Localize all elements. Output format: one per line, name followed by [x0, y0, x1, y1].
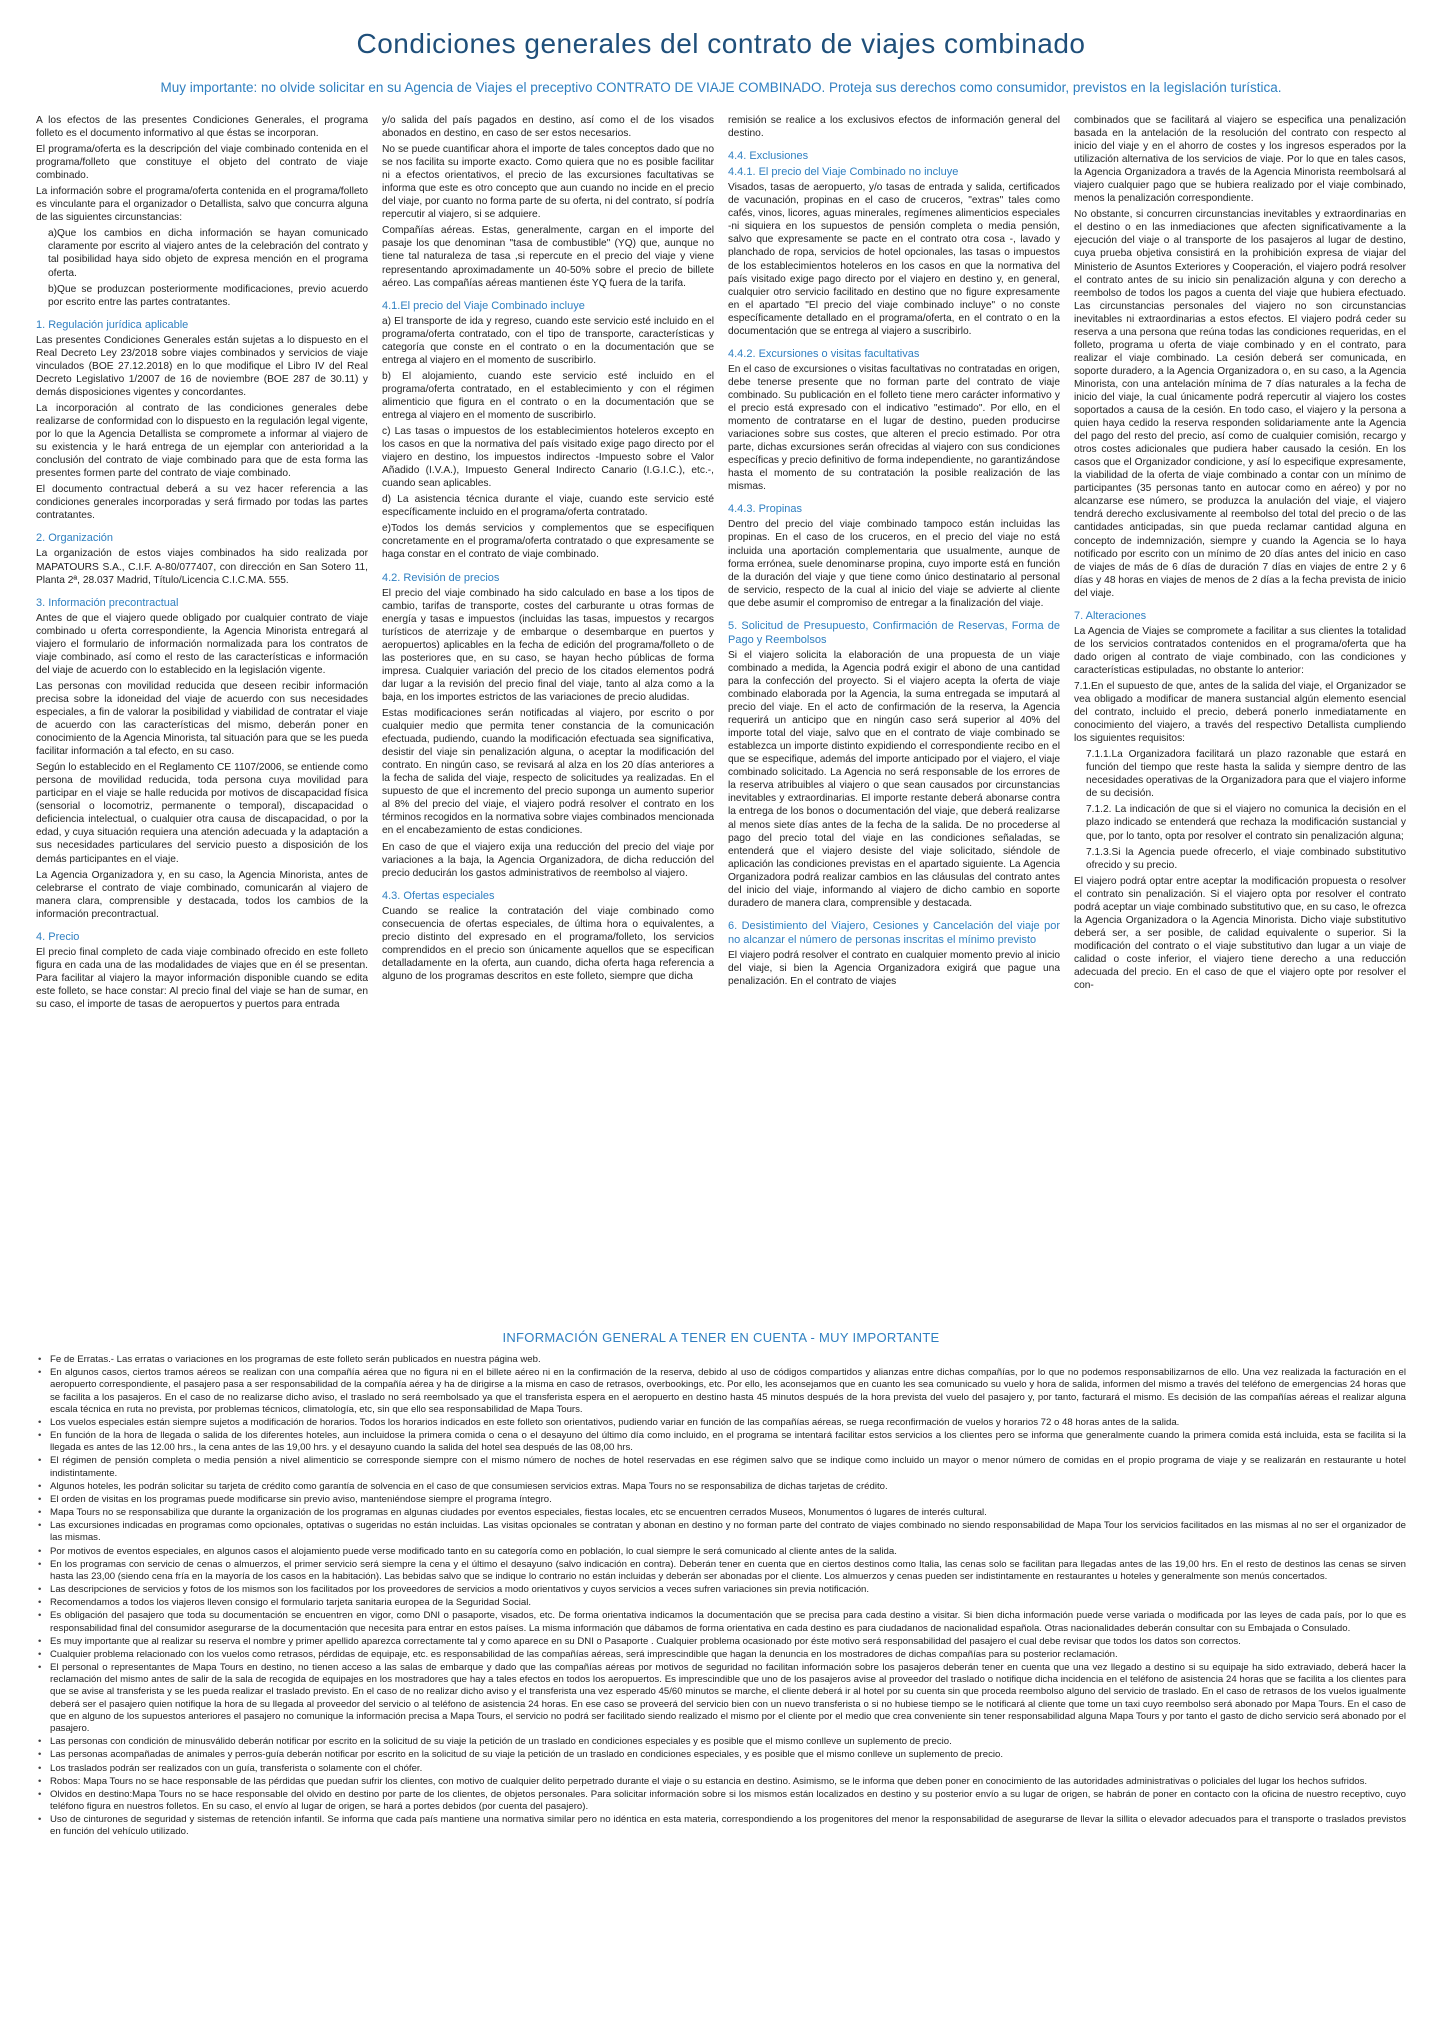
section-paragraph: Cuando se realice la contratación del viaje combinado como consecuencia de ofertas especiales, de última hora o equivalentes, a precio distinto del expresado en el programa/folleto, los servicios comprendidos en el precio son únicamente aquellos que se especifican detalladamente en la oferta, aun cuando, dicha oferta haga referencia a alguno de los programas descritos en este folleto, siempre que dicha: [382, 905, 714, 982]
section-heading-desistimiento: 6. Desistimiento del Viajero, Cesiones y Cancelación del viaje por no alcanzar el número de personas inscritas el mínimo previsto: [728, 919, 1060, 946]
bullet-icon: •: [38, 1749, 42, 1761]
list-item: 7.1.2. La indicación de que si el viajero no comunica la decisión en el plazo indicado se entenderá que rechaza la modificación sustancial y que, por lo tanto, opta por resolver el contrato sin penalización alguna;: [1086, 804, 1406, 842]
bullet-icon: •: [38, 1814, 42, 1826]
general-info-text: Las personas acompañadas de animales y perros-guía deberán notificar por escrito en la solicitud de su viaje la petición de un traslado en condiciones especiales, y es posible que el mismo conlleve un suplemento de precio.: [50, 1749, 1004, 1761]
section-heading-organizacion: 2. Organización: [36, 532, 114, 545]
bullet-icon: •: [38, 1520, 42, 1532]
page-subtitle: Muy importante: no olvide solicitar en su Agencia de Viajes el preceptivo CONTRATO DE VIAJE COMBINADO. Proteja sus derechos como consumidor, previstos en la legislación turística.: [160, 80, 1282, 95]
general-info-item: [36, 1520, 1406, 1544]
section-paragraph: El precio final completo de cada viaje combinado ofrecido en este folleto figura en cada una de las modalidades de viajes que en él se presentan. Para facilitar al viajero la mayor información disponible cuando se edita este folleto, se hace constar: Al precio final del viaje se han de sumar, en su caso, el importe de tasas de aeropuertos y puertos para entrada: [36, 946, 368, 1011]
general-info-item: [36, 1430, 1406, 1454]
general-info-item: [36, 1584, 1406, 1596]
general-info-text: Es muy importante que al realizar su reserva el nombre y primer apellido aparezca correctamente tal y como aparece en su DNI o Pasaporte . Cualquier problema ocasionado por éste motivo será responsabilidad del pasajero el cual debe revisar que todos los datos son correctos.: [50, 1635, 1241, 1647]
general-info-text: El orden de visitas en los programas puede modificarse sin previo aviso, manteniéndose siempre el programa íntegro.: [50, 1493, 552, 1505]
general-info-item: [36, 1814, 1406, 1838]
general-info-text: Mapa Tours no se responsabiliza que durante la organización de los programas en algunas ciudades por eventos especiales, fiestas locales, etc se encuentren cerrados Museos, Monumentos ó lugares de interés cultural.: [50, 1507, 987, 1519]
bullet-icon: •: [38, 1430, 42, 1442]
list-item: c) Las tasas o impuestos de los establecimientos hoteleros excepto en los casos en que la normativa del país visitado exige pago directo por el viajero en destino, los impuestos indirectos -Impuesto sobre el Valor Añadido (I.V.A.), Impuesto General Indirecto Canario (I.G.I.C.), etc.-, cuando sean aplicables.: [382, 426, 714, 490]
column-1: [36, 114, 368, 1320]
general-info-text: Las descripciones de servicios y fotos de los mismos son los facilitados por los proveedores de servicios a modo orientativos y cuyos servicios a veces sufren variaciones sin previa notificación.: [50, 1584, 870, 1596]
bullet-icon: •: [38, 1367, 42, 1379]
section-paragraph: y/o salida del país pagados en destino, así como el de los visados abonados en destino, en caso de ser estos necesarios.: [382, 115, 714, 140]
page-title: Condiciones generales del contrato de viajes combinado: [356, 28, 1086, 59]
column-3: [728, 114, 1060, 1320]
bullet-icon: •: [38, 1610, 42, 1622]
section-heading-alteraciones: 7. Alteraciones: [1074, 609, 1147, 622]
general-info-text: Cualquier problema relacionado con los vuelos como retrasos, pérdidas de equipaje, etc. es responsabilidad de las compañías aéreas, será imprescindible que hagan la denuncia en los mostradores de dichas compañías para su posterior reclamación.: [50, 1648, 1118, 1660]
section-paragraph: Si el viajero solicita la elaboración de una propuesta de un viaje combinado a medida, la Agencia podrá exigir el abono de una cantidad para la confección del proyecto. Si el viajero acepta la oferta de viaje combinado elaborada por la Agencia, la suma entregada se imputará al precio del viaje. En el acto de confirmación de la reserva, la Agencia requerirá un anticipo que en ningún caso será superior al 40% del importe total del viaje, salvo que en el contrato de viaje combinado se establezca un importe distinto expidiendo el correspondiente recibo en el que se especifique, además del importe anticipado por el viajero, el viaje combinado solicitado. La Agencia no será responsable de los errores de la reserva atribuibles al viajero o que sean causados por circunstancias inevitables y extraordinarias. El importe restante deberá abonarse contra la entrega de los bonos o documentación del viaje, que deberá realizarse al menos siete días antes de la fecha de la salida. De no procederse al pago del precio total del viaje en las condiciones señaladas, se entenderá que el viajero desiste del viaje solicitado, siéndole de aplicación las condiciones previstas en el apartado siguiente. La Agencia Organizadora podrá realizar cambios en las cláusulas del contrato antes del inicio del viaje, informando al viajero de dicho cambio en soporte duradero de manera clara, comprensible y destacada.: [728, 649, 1060, 909]
intro-paragraph: La información sobre el programa/oferta contenida en el programa/folleto es vinculante para el organizador o Detallista, salvo que concurra alguna de las siguientes circunstancias:: [36, 186, 368, 224]
general-info-text: En algunos casos, ciertos tramos aéreos se realizan con una compañía aérea que no figura ni en el billete aéreo ni en la confirmación de la reserva, debido al uso de códigos compartidos y alianzas entre dichas compañías, por lo que no podemos responsabilizarnos de ello. Una vez realizada la facturación en el aeropuerto correspondiente, el pasajero pasa a ser responsabilidad de la compañía aérea y ha de dirigirse a la misma en caso de retrasos, overbookings, etc. Por ello, les aconsejamos que en cuanto les sea comunicado su vuelo y hora de salida, informen del mismo a través del teléfono de emergencias 24 horas que se facilita a los pasajeros. En el caso de no realizarse dicho aviso, el traslado no será reembolsado ya que el transferista espera en el aeropuerto en destino hasta 45 minutos después de la hora prevista del vuelo del pasajero y, por tanto, facturará el mismo. Es decisión de las compañías aéreas el realizar alguna escala técnica en ruta no prevista, por problemas técnicos, climatología, etc, sin que ello sea responsabilidad de Mapa Tours.: [50, 1367, 1406, 1415]
intro-item-b: b)Que se produzcan posteriormente modificaciones, previo acuerdo por escrito entre las partes contratantes.: [48, 283, 368, 308]
general-info-item: [36, 1610, 1406, 1634]
section-paragraph: En el caso de excursiones o visitas facultativas no contratadas en origen, debe tenerse presente que no forman parte del contrato de viaje combinado. Su publicación en el folleto tiene mero carácter informativo y el precio está expresado con el indicativo "estimado". Por ello, en el momento de contratarse en el lugar de destino, pueden producirse variaciones sobre sus costes, que alteren el precio estimado. Por otra parte, dichas excursiones serán ofrecidas al viajero con sus condiciones específicas y precio definitivo de forma independiente, no garantizándose hasta el momento de su contratación la posible realización de las mismas.: [728, 363, 1060, 493]
section-heading-regulacion: 1. Regulación jurídica aplicable: [36, 318, 189, 331]
general-info-item: [36, 1597, 1406, 1609]
general-info-item: [36, 1367, 1406, 1416]
section-heading-revision: 4.2. Revisión de precios: [382, 571, 500, 584]
bullet-icon: •: [38, 1545, 42, 1557]
section-paragraph: Dentro del precio del viaje combinado tampoco están incluidas las propinas. En el caso de los cruceros, en el precio del viaje no está incluida una aportación complementaria que usualmente, aunque de forma errónea, suele denominarse propina, cuyo importe está en función de la duración del viaje y que tiene como único destinatario al personal de servicio, respecto de la cual al inicio del viaje se advierte al cliente que debe asumir el compromiso de entregar a la finalización del viaje.: [728, 519, 1060, 609]
list-item: a) El transporte de ida y regreso, cuando este servicio esté incluido en el programa/oferta contratado, con el tipo de transporte, características y categoría que conste en el contrato o en la documentación que se entrega al viajero en el momento de suscribirlo.: [382, 315, 714, 366]
general-info-item: [36, 1481, 1406, 1493]
bullet-icon: •: [38, 1597, 42, 1609]
column-2: [382, 114, 714, 1320]
general-info-item: [36, 1354, 1406, 1366]
section-paragraph: La incorporación al contrato de las condiciones generales debe realizarse de conformidad con lo dispuesto en la regulación legal vigente, por lo que la Agencia Detallista se compromete a informar al viajero de su existencia y le hará entrega de un ejemplar con anterioridad a la conclusión del contrato de viaje combinado para que de esta forma las presentes formen parte del contrato de viaje combinado.: [36, 402, 368, 480]
bullet-icon: •: [38, 1558, 42, 1570]
section-paragraph: combinados que se facilitará al viajero se especifica una penalización basada en la antelación de la resolución del contrato con respecto al inicio del viaje y en el ahorro de costes y los ingresos esperados por la utilización alternativa de los servicios de viaje. Por lo que en tales casos, la Agencia Organizadora a través de la Agencia Minorista reembolsará al viajero cualquier pago que se hubiera realizado por el viaje combinado, menos la penalización correspondiente.: [1074, 115, 1406, 205]
bullet-icon: •: [38, 1662, 42, 1674]
section-paragraph: Estas modificaciones serán notificadas al viajero, por escrito o por cualquier medio que permita tener constancia de la comunicación efectuada, pudiendo, cuando la modificación efectuada sea significativa, desistir del viaje sin penalización alguna, o aceptar la modificación del contrato. En ningún caso, se revisará al alza en los 20 días anteriores a la fecha de salida del viaje, respecto de solicitudes ya realizadas. En el supuesto de que el incremento del precio suponga un aumento superior al 8% del precio del viaje, el viajero podrá resolver el contrato en los términos recogidos en la normativa sobre viajes combinados mencionada en el encabezamiento de estas condiciones.: [382, 708, 714, 837]
section-heading-excursiones: 4.4.2. Excursiones o visitas facultativas: [728, 347, 920, 360]
bullet-icon: •: [38, 1788, 42, 1800]
general-info-text: En los programas con servicio de cenas o almuerzos, el primer servicio será siempre la cena y el último el desayuno (salvo indicación en contra). Deberán tener en cuenta que en ciertos destinos como Italia, las cenas solo se facilitan para llegadas antes de las 19,00 hrs. En el resto de destinos las cenas se sirven hasta las 23,00 (siendo cena fría en la mayoría de los casos en la habitación). Las bebidas salvo que se indique lo contrario no están incluidas y deberán ser abonadas por el cliente. Los almuerzos y cenas pueden ser indistintamente en restaurantes u hoteles y generalmente son menús concertados.: [50, 1558, 1406, 1582]
section-heading-ofertas: 4.3. Ofertas especiales: [382, 889, 495, 902]
bullet-icon: •: [38, 1762, 42, 1774]
section-paragraph: El viajero podrá optar entre aceptar la modificación propuesta o resolver el contrato sin penalización. Si el viajero opta por resolver el contrato podrá aceptar un viaje combinado substitutivo que, en su caso, le ofrezca la Agencia Organizadora o la Agencia Minorista. Dicho viaje substitutivo deberá ser, a ser posible, de calidad equivalente o superior. Si la modificación del contrato o el viaje substitutivo dan lugar a un viaje de calidad o coste inferior, el viajero tiene derecho a una reducción adecuada del precio. En el caso de que el viajero opte por resolver el con-: [1074, 875, 1406, 992]
list-item: 7.1.En el supuesto de que, antes de la salida del viaje, el Organizador se vea obligado a modificar de manera sustancial algún elemento esencial del contrato, incluido el precio, deberá ponerlo inmediatamente en conocimiento del viajero, a través del respectivo Detallista cumpliendo los siguientes requisitos:: [1074, 681, 1406, 745]
intro-item-a: a)Que los cambios en dicha información se hayan comunicado claramente por escrito al viajero antes de la celebración del contrato y tal posibilidad haya sido objeto de expresa mención en el programa oferta.: [48, 228, 368, 279]
intro-paragraph: A los efectos de las presentes Condiciones Generales, el programa folleto es el documento informativo al que éstas se incorporan.: [36, 115, 368, 140]
general-info-text: El régimen de pensión completa o media pensión a nivel alimenticio se corresponde siempre con el mismo número de noches de hotel reservadas en ese régimen salvo que se indique como incluido un mayor o menor número de comidas en el propio programa de viaje y se realizarán en restaurante u hotel indistintamente.: [50, 1455, 1406, 1479]
list-item: d) La asistencia técnica durante el viaje, cuando este servicio esté específicamente incluido en el programa/oferta contratado.: [382, 494, 714, 519]
bullet-icon: •: [38, 1416, 42, 1428]
section-paragraph: La Agencia de Viajes se compromete a facilitar a sus clientes la totalidad de los servicios contratados contenidos en el programa/oferta que ha dado origen al contrato de viaje combinado, con las condiciones y características estipuladas, no obstante lo anterior:: [1074, 625, 1406, 676]
general-info-text: Robos: Mapa Tours no se hace responsable de las pérdidas que puedan sufrir los clientes, con motivo de cualquier delito perpetrado durante el viaje o su estancia en destino. Asimismo, se le informa que deben poner en conocimiento de las autoridades administrativas o policiales del lugar los hechos sufridos.: [50, 1775, 1368, 1787]
section-paragraph: En caso de que el viajero exija una reducción del precio del viaje por variaciones a la baja, la Agencia Organizadora, de dicha reducción del precio deducirán los gastos administrativos de reembolso al viajero.: [382, 841, 714, 879]
section-heading-propinas: 4.4.3. Propinas: [728, 503, 802, 516]
general-info-item: [36, 1455, 1406, 1479]
intro-paragraph: El programa/oferta es la descripción del viaje combinado contenida en el programa/folleto que constituye el objeto del contrato de viaje combinado.: [36, 144, 368, 182]
general-info-text: El personal o representantes de Mapa Tours en destino, no tienen acceso a las salas de embarque y dado que las compañías aéreas por motivos de seguridad no facilitan información sobre los pasajeros deberán tener en cuenta que una vez llegado a destino si su equipaje ha sido extraviado, deberá hacer la reclamación del mismo antes de salir de la sala de recogida de equipajes en los mostradores que hay a tales efectos en todos los aeropuertos. Es imprescindible que uno de los pasajeros avise al proveedor del traslado o notifique dicha incidencia en el teléfono de asistencia 24 horas que se facilita a los clientes para que se avise al transferista y se les pueda realizar el traslado previsto. En el caso de no realizar dicho aviso y el transferista una vez esperado 45/60 minutos se marche, el cliente deberá ir al hotel por su cuenta sin que proceda reembolso alguno del servicio de traslado. En el caso de retrasos de los vuelos igualmente deberá ser el pasajero quien notifique la hora de su llegada al proveedor del servicio o al teléfono de asistencia 24 horas. En ese caso se proveerá del servicio bien con un nuevo transferista o si no hubiese tiempo se le notificará al cliente que tome un taxi cuyo reembolso será abonado por Mapa Tours. En el caso de que en alguno de los supuestos anteriores el pasajero no comunique la información precisa a Mapa Tours, el servicio no podrá ser facilitado siendo realizado el mismo por el cliente por el medio que crea conveniente sin tener responsabilidad alguna Mapa Tours y por tanto el gasto de dicho servicio será abonado por el pasajero.: [50, 1662, 1406, 1734]
general-info-item: [36, 1763, 1406, 1775]
general-info-text: Es obligación del pasajero que toda su documentación se encuentren en vigor, como DNI o pasaporte, visados, etc. De forma orientativa indicamos la documentación que se precisa para cada destino a visitar. Si bien dicha información puede verse variada o modificada por las leyes de cada país, por lo que es responsabilidad final del consumidor asegurarse de la documentación que necesita para entrar en estos países. La misma información que dábamos de forma orientativa en cada destino es para ciudadanos de nacionalidad española. Otras nacionalidades deberán consultar con su Embajada o Consulado.: [50, 1610, 1406, 1634]
general-info-item: [36, 1559, 1406, 1583]
bullet-icon: •: [38, 1507, 42, 1519]
section-paragraph: Compañías aéreas. Estas, generalmente, cargan en el importe del pasaje los que denominan "tasa de combustible" (YQ) que, aunque no tiene tal naturaleza de tasa ,si repercute en el precio del viaje y viene representando aproximadamente un 40-50% sobre el precio de billete aéreo. Las compañías aéreas mantienen éste YQ fuera de la tarifa.: [382, 225, 714, 289]
general-info-item: [36, 1417, 1406, 1429]
bullet-icon: •: [38, 1635, 42, 1647]
section-heading-no-incluye: 4.4.1. El precio del Viaje Combinado no incluye: [728, 166, 959, 179]
section-paragraph: Las presentes Condiciones Generales están sujetas a lo dispuesto en el Real Decreto Ley 23/2018 sobre viajes combinados y servicios de viaje vinculados (BOE 27.12.2018) en lo que modifique el Libro IV del Real Decreto Legislativo 1/2007 de 16 de noviembre (BOE 287 de 30.11) y demás disposiciones vigentes y concordantes.: [36, 334, 368, 398]
bullet-icon: •: [38, 1354, 42, 1365]
general-info-text: Los traslados podrán ser realizados con un guía, transferista o solamente con el chófer.: [50, 1762, 423, 1774]
general-info-text: Recomendamos a todos los viajeros lleven consigo el formulario tarjeta sanitaria europea de la Seguridad Social.: [50, 1597, 532, 1609]
section-paragraph: remisión se realice a los exclusivos efectos de información general del destino.: [728, 115, 1060, 140]
general-info-list: [36, 1354, 1406, 1839]
section-paragraph: Las personas con movilidad reducida que deseen recibir información precisa sobre la idoneidad del viaje de acuerdo con sus necesidades especiales, a fin de valorar la posibilidad y viabilidad de contratar el viaje de acuerdo con las características del mismo, deberán poner en conocimiento de la Agencia Minorista, tal situación para que se les pueda facilitar información a tal efecto, en su caso.: [36, 680, 368, 758]
conditions-columns: [36, 114, 1406, 1320]
general-info-item: [36, 1749, 1406, 1761]
general-info-item: [36, 1649, 1406, 1661]
section-paragraph: Visados, tasas de aeropuerto, y/o tasas de entrada y salida, certificados de vacunación, propinas en el caso de cruceros, "extras" tales como cafés, vinos, licores, aguas minerales, regímenes alimenticios especiales -ni siquiera en los supuestos de pensión completa o media pensión, salvo que expresamente se pacte en el contrato otra cosa -, lavado y planchado de ropa, servicios de hotel opcionales, las tasas o impuestos de los establecimientos hoteleros en los casos en que la normativa del país visitado exige pago directo por el viajero en destino y, en general, cualquier otro servicio facilitado en destino que no figure expresamente en el apartado "El precio del viaje combinado incluye" o no conste específicamente detallado en el programa/oferta, en el contrato o en la documentación que se entrega al viajero a suscribirlo.: [728, 182, 1060, 337]
bullet-icon: •: [38, 1775, 42, 1787]
bullet-icon: •: [38, 1493, 42, 1505]
general-info-item: [36, 1636, 1406, 1648]
general-info-text: Olvidos en destino:Mapa Tours no se hace responsable del olvido en destino por parte de los clientes, de objetos personales. Para solicitar información sobre si los mismos están localizados en destino y su posterior envío a su lugar de origen, se habrán de poner en contacto con la oficina de nuestro receptivo, cuyo teléfono figura en nuestros folletos. En su caso, el envío al lugar de origen, se hará a portes debidos (por cuenta del pasajero).: [50, 1788, 1406, 1813]
bullet-icon: •: [38, 1455, 42, 1467]
general-info-item: [36, 1546, 1406, 1558]
section-paragraph: La organización de estos viajes combinados ha sido realizada por MAPATOURS S.A., C.I.F. A-80/077407, con dirección en San Sotero 11, Planta 2ª, 28.037 Madrid, Título/Licencia C.I.C.MA. 555.: [36, 548, 368, 586]
general-info-text: Algunos hoteles, les podrán solicitar su tarjeta de crédito como garantía de solvencia en el caso de que consumiesen servicios extras. Mapa Tours no se responsabiliza de dichas tarjetas de crédito.: [50, 1480, 888, 1492]
section-paragraph: La Agencia Organizadora y, en su caso, la Agencia Minorista, antes de celebrarse el contrato de viaje combinado, comunicarán al viajero de manera clara, comprensible y destacada, todos los cambios de la información precontractual.: [36, 869, 368, 920]
column-4: [1074, 114, 1406, 1320]
list-item: 7.1.1.La Organizadora facilitará un plazo razonable que estará en función del tiempo que reste hasta la salida y siempre dentro de las necesidades operativas de la Organizadora para que el viajero informe de su decisión.: [1086, 749, 1406, 800]
bullet-icon: •: [38, 1584, 42, 1596]
list-item: e)Todos los demás servicios y complementos que se especifiquen concretamente en el programa/oferta contratado o que expresamente se haga constar en el contrato de viaje combinado.: [382, 523, 714, 561]
section-paragraph: El precio del viaje combinado ha sido calculado en base a los tipos de cambio, tarifas de transporte, costes del carburante u otras formas de energía y tasas e impuestos (incluidas las tasas, impuestos y recargos turísticos de aterrizaje y de embarque o desembarque en puertos y aeropuertos) aplicables en la fecha de edición del programa/folleto o de las posteriores que, en su caso, se hayan hecho públicas de forma impresa. Cualquier variación del precio de los citados elementos podrá dar lugar a la revisión del precio final del viaje, tanto al alza como a la baja, en los importes estrictos de las variaciones de precio aludidas.: [382, 587, 714, 703]
general-info-text: En función de la hora de llegada o salida de los diferentes hoteles, aun incluidose la primera comida o cena o el desayuno del último día como incluido, en el programa se intentará facilitar estos servicios a los clientes pero se informa que generalmente cuando la primera comida está incluida, esta se facilita si la llegada es antes de las 12.00 hrs., la cena antes de las 19,00 hrs. y el desayuno cuando la salida del hotel sea después de las 08,00 hrs.: [50, 1430, 1406, 1454]
list-item: b) El alojamiento, cuando este servicio esté incluido en el programa/oferta contratado, en el establecimiento y con el régimen alimenticio que figura en el contrato o en la documentación que se entrega al viajero en el momento de suscribirlo.: [382, 370, 714, 422]
general-info-item: [36, 1507, 1406, 1519]
section-paragraph: El documento contractual deberá a su vez hacer referencia a las condiciones generales incorporadas y será firmado por todas las partes contratantes.: [36, 484, 368, 522]
general-info-item: [36, 1776, 1406, 1788]
general-info-item: [36, 1662, 1406, 1735]
section-heading-precio: 4. Precio: [36, 930, 80, 943]
general-info-item: [36, 1789, 1406, 1813]
section-heading-solicitud: 5. Solicitud de Presupuesto, Confirmación de Reservas, Forma de Pago y Reembolsos: [728, 619, 1060, 646]
bullet-icon: •: [38, 1648, 42, 1660]
bullet-icon: •: [38, 1480, 42, 1492]
section-paragraph: El viajero podrá resolver el contrato en cualquier momento previo al inicio del viaje, si bien la Agencia Organizadora exigirá que pague una penalización. En el contrato de viajes: [728, 950, 1060, 988]
general-info-item: [36, 1736, 1406, 1748]
general-info-heading: INFORMACIÓN GENERAL A TENER EN CUENTA - MUY IMPORTANTE: [502, 1330, 940, 1345]
section-paragraph: No obstante, si concurren circunstancias inevitables y extraordinarias en el destino o en las inmediaciones que afecten significativamente a la ejecución del viaje o al transporte de los pasajeros al lugar de destino, cuya prueba objetiva consistirá en la prohibición expresa de viajar del Ministerio de Asuntos Exteriores y Cooperación, el viajero podrá resolver el contrato antes de su inicio sin penalización alguna y con derecho a reembolso de todos los pagos a cuenta del viaje que hubiera efectuado. Las circunstancias personales del viajero no son circunstancias inevitables ni extraordinarias a estos efectos. El viajero podrá ceder su reserva a una persona que reúna todas las condiciones requeridas, en el folleto, programa u oferta de viaje combinado y en el contrato, para realizar el viaje combinado. La cesión deberá ser comunicada, en soporte duradero, a la Agencia Organizadora o, en su caso, a la Agencia Minorista, con una antelación mínima de 7 días naturales a la fecha de inicio del viaje, la cual únicamente podrá repercutir al viajero los costes soportados a causa de la cesión. En todo caso, el viajero y la persona a quien haya cedido la reserva responden solidariamente ante la Agencia del pago del resto del precio, así como de cualquier comisión, recargo y otros costes adicionales que pudiera haber causado la cesión. En los casos que el Organizador condicione, y así lo especifique expresamente, la viabilidad de la oferta de viaje combinado a contar con un mínimo de participantes (35 personas tanto en autocar como en aéreo) y por no alcanzarse ese número, se produzca la anulación del viaje, el viajero tendrá derecho exclusivamente al reembolso del total del precio o de las cantidades anticipadas, sin que pueda reclamar cantidad alguna en concepto de indemnización, siempre y cuando la Agencia se lo haya notificado por escrito con un mínimo de 20 días antes del inicio en caso de viajes de más de 6 días de duración 7 días en viajes de entre 2 y 6 días y 48 horas en viajes de menos de 2 días a la fecha prevista de inicio del viaje.: [1074, 209, 1406, 599]
section-heading-exclusiones: 4.4. Exclusiones: [728, 150, 809, 163]
list-item: 7.1.3.Si la Agencia puede ofrecerlo, el viaje combinado substitutivo ofrecido y su precio.: [1086, 846, 1406, 871]
bullet-icon: •: [38, 1736, 42, 1748]
section-heading-informacion: 3. Información precontractual: [36, 596, 179, 609]
general-info-item: [36, 1494, 1406, 1506]
section-paragraph: Antes de que el viajero quede obligado por cualquier contrato de viaje combinado u oferta correspondiente, la Agencia Minorista entregará al viajero el formulario de información normalizada para los contratos de viaje combinado, así como el resto de las características e información del viaje de acuerdo con lo establecido en la legislación vigente.: [36, 612, 368, 676]
general-info-text: Los vuelos especiales están siempre sujetos a modificación de horarios. Todos los horarios indicados en este folleto son orientativos, pudiendo variar en función de las compañías aéreas, se ruega reconfirmación de vuelos y horarios 72 o 48 horas antes de la salida.: [50, 1416, 1180, 1428]
general-info-text: Fe de Erratas.- Las erratas o variaciones en los programas de este folleto serán publicados en nuestra página web.: [50, 1354, 541, 1365]
section-paragraph: No se puede cuantificar ahora el importe de tales conceptos dado que no se nos facilita su importe exacto. Como quiera que no es posible facilitar ni a efectos orientativos, el precio de las excursiones facultativas se informa que este es otro concepto que aun cuando no incide en el precio del viaje, por cuanto no forma parte de su oferta, ni del contrato, sí podría repercutir al viajero, si se adquiere.: [382, 144, 714, 221]
general-info-section: [36, 1354, 1406, 2030]
general-info-text: Uso de cinturones de seguridad y sistemas de retención infantil. Se informa que cada país mantiene una normativa similar pero no idéntica en esta materia, correspondiendo a los progenitores del menor la responsabilidad de asegurarse de llevar la sillita o elevador adecuados para el transporte o traslados previstos en función del vehículo utilizado.: [50, 1814, 1406, 1838]
general-info-text: Las excursiones indicadas en programas como opcionales, optativas o sugeridas no están incluidas. Las visitas opcionales se contratan y abonan en destino y no forman parte del contrato de viajes combinado no siendo responsabilidad de Mapa Tour los servicios facilitados en las mismas al no ser el organizador de las mismas.: [50, 1520, 1406, 1544]
section-heading-incluye: 4.1.El precio del Viaje Combinado incluye: [382, 299, 585, 312]
section-paragraph: Según lo establecido en el Reglamento CE 1107/2006, se entiende como persona de movilidad reducida, toda persona cuya movilidad para participar en el viaje se halle reducida por motivos de discapacidad física (sensorial o locomotriz, permanente o temporal), discapacidad o deficiencia intelectual, o cualquier otra causa de discapacidad, o por la edad, y cuya situación requiera una atención adecuada y la adaptación a sus necesidades particulares del servicio puesto a disposición de los demás participantes en el viaje.: [36, 762, 368, 865]
general-info-text: Las personas con condición de minusválido deberán notificar por escrito en la solicitud de su viaje la petición de un traslado en condiciones especiales y es posible que el mismo conlleve un suplemento de precio.: [50, 1736, 952, 1748]
general-info-text: Por motivos de eventos especiales, en algunos casos el alojamiento puede verse modificado tanto en su categoría como en población, lo cual siempre le será comunicado al cliente antes de la salida.: [50, 1545, 897, 1557]
